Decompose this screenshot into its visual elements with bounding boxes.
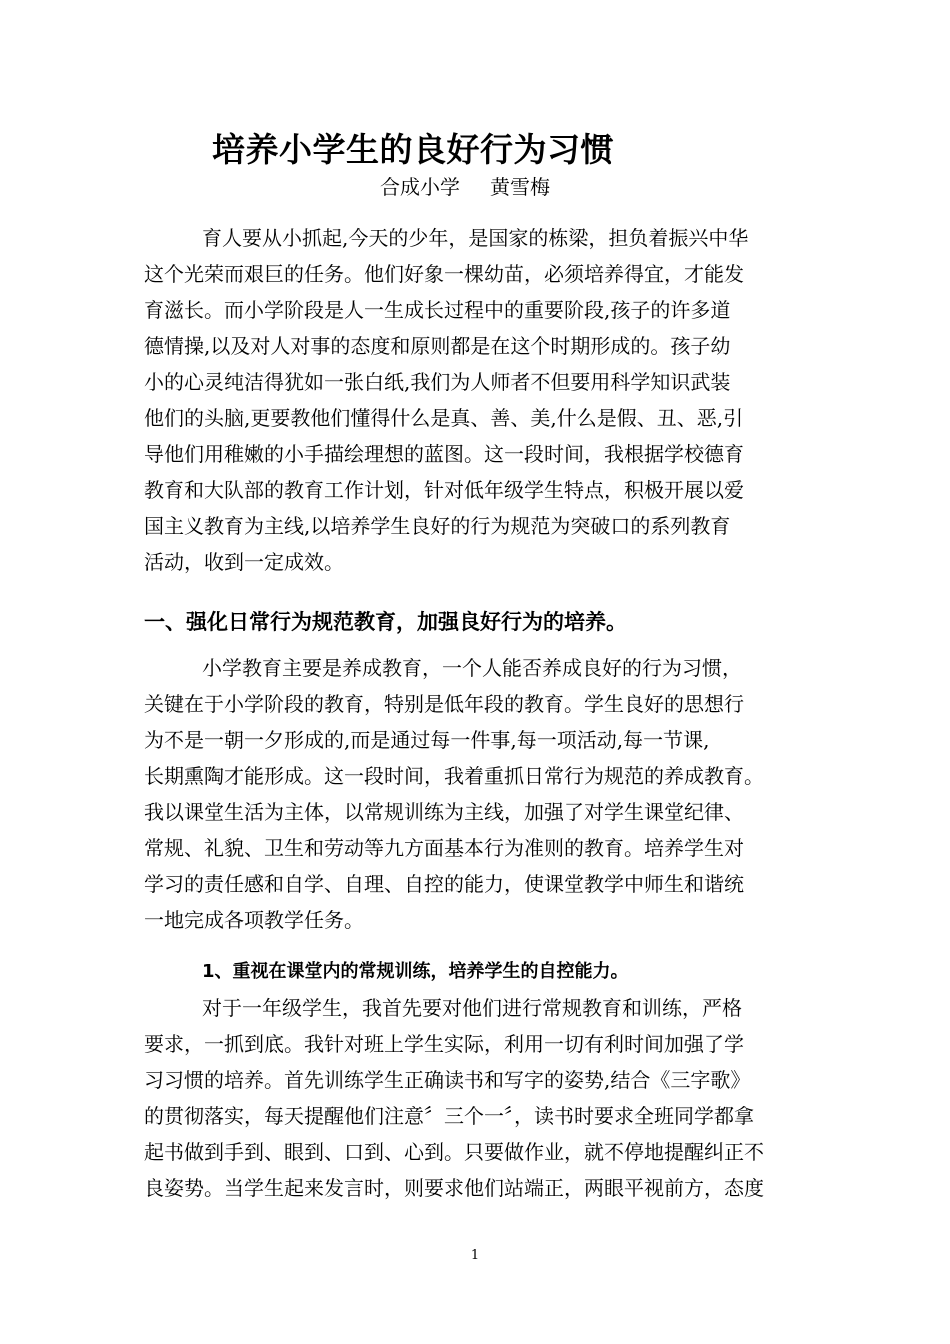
paragraph-line: 小学教育主要是养成教育，一个人能否养成良好的行为习惯， [202,656,742,680]
paragraph-line: 起书做到手到、眼到、口到、心到。只要做作业，就不停地提醒纠正不 [144,1140,764,1164]
paragraph-line: 长期熏陶才能形成。这一段时间，我着重抓日常行为规范的养成教育。 [144,764,764,788]
page-number: 1 [470,1248,480,1263]
byline [380,170,550,204]
subsection-paragraph [144,990,824,1206]
paragraph-line: 学习的责任感和自学、自理、自控的能力，使课堂教学中师生和谐统 [144,872,744,896]
paragraph-line: 要求，一抓到底。我针对班上学生实际，利用一切有利时间加强了学 [144,1032,744,1056]
paragraph-line: 育人要从小抓起,今天的少年，是国家的栋梁，担负着振兴中华 [202,226,749,250]
paragraph-line: 这个光荣而艰巨的任务。他们好象一棵幼苗，必须培养得宜，才能发 [144,262,744,286]
paragraph-line: 一地完成各项教学任务。 [144,908,364,932]
paragraph-line: 良姿势。当学生起来发言时，则要求他们站端正，两眼平视前方，态度 [144,1176,764,1200]
paragraph-line: 为不是一朝一夕形成的,而是通过每一件事,每一项活动,每一节课, [144,728,710,752]
intro-paragraph [144,220,824,580]
paragraph-line: 他们的头脑,更要教他们懂得什么是真、善、美,什么是假、丑、恶,引 [144,406,744,430]
paragraph-line: 对于一年级学生，我首先要对他们进行常规教育和训练，严格 [202,996,742,1020]
paragraph-line: 的贯彻落实，每天提醒他们注意〞三个一〞，读书时要求全班同学都拿 [144,1104,754,1128]
page-title: 培养小学生的良好行为习惯 [212,130,614,169]
paragraph-line: 国主义教育为主线,以培养学生良好的行为规范为突破口的系列教育 [144,514,731,538]
paragraph-line: 德情操,以及对人对事的态度和原则都是在这个时期形成的。孩子幼 [144,334,731,358]
section-paragraph [144,650,824,938]
paragraph-line: 活动，收到一定成效。 [144,550,344,574]
paragraph-line: 我以课堂生活为主体，以常规训练为主线，加强了对学生课堂纪律、 [144,800,744,824]
section-heading: 一、强化日常行为规范教育，加强良好行为的培养。 [144,610,627,634]
byline-school: 合成小学 [380,175,460,199]
paragraph-line: 关键在于小学阶段的教育，特别是低年段的教育。学生良好的思想行 [144,692,744,716]
paragraph-line: 导他们用稚嫩的小手描绘理想的蓝图。这一段时间，我根据学校德育 [144,442,744,466]
byline-author: 黄雪梅 [490,175,550,199]
paragraph-line: 小的心灵纯洁得犹如一张白纸,我们为人师者不但要用科学知识武装 [144,370,731,394]
paragraph-line: 育滋长。而小学阶段是人一生成长过程中的重要阶段,孩子的许多道 [144,298,731,322]
paragraph-line: 常规、礼貌、卫生和劳动等九方面基本行为准则的教育。培养学生对 [144,836,744,860]
paragraph-line: 习习惯的培养。首先训练学生正确读书和写字的姿势,结合《三字歌》 [144,1068,751,1092]
subsection-heading: 1、重视在课堂内的常规训练，培养学生的自控能力。 [202,961,629,982]
paragraph-line: 教育和大队部的教育工作计划，针对低年级学生特点，积极开展以爱 [144,478,744,502]
